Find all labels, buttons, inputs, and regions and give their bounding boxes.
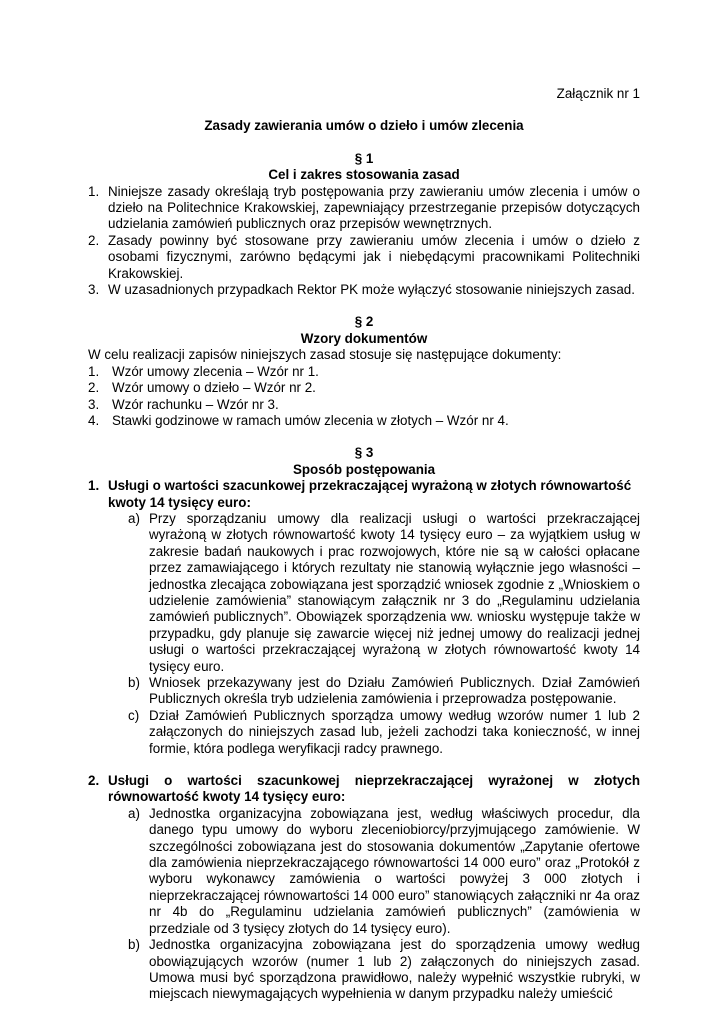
point-1-title: Usługi o wartości szacunkowej przekraczającej wyrażoną w złotych równowartość kwoty 14 tysięcy euro: <box>108 478 632 510</box>
section-2-heading: Wzory dokumentów <box>300 330 428 346</box>
list-item: 1. Niniejsze zasady określają tryb postępowania przy zawieraniu umów zlecenia i umów o dzieło na Politechnice Krakowskiej, zapewniający przestrzeganie przepisów dotyczących udzielania zamówień publicznych oraz przepisów wewnętrznych. <box>88 183 640 232</box>
list-item: c) Dział Zamówień Publicznych sporządza umowy według wzorów numer 1 lub 2 załączonych do niniejszych zasad lub, jeżeli zachodzi taka konieczność, w innej formie, która podlega weryfikacji radcy prawnego. <box>128 707 640 756</box>
section-2-list <box>88 364 640 430</box>
list-item: a) Jednostka organizacyjna zobowiązana jest, według właściwych procedur, dla danego typu umowy do wyboru zleceniobiorcy/przyjmującego zamówienie. W szczególności zobowiązana jest do stosowania dokumentów „Zapytanie ofertowe dla zamówienia nieprzekraczającego równowartości 14 000 euro” oraz „Protokół z wyboru wykonawcy zamówienia o wartości powyżej 3 000 złotych i nieprzekraczającej równowartości 14 000 euro” stanowiących załączniki nr 4a oraz nr 4b do „Regulaminu udzielania zamówień publicznych” (zamówienia w przedziale od 3 tysięcy złotych do 14 tysięcy euro). <box>128 805 640 936</box>
section-3-heading: Sposób postępowania <box>292 461 436 477</box>
section-3-sign: § 3 <box>354 445 374 461</box>
list-item: 3. Wzór rachunku – Wzór nr 3. <box>88 396 279 412</box>
document-title: Zasady zawierania umów o dzieło i umów zlecenia <box>204 118 524 134</box>
document-page <box>88 86 640 1003</box>
list-item: b) Jednostka organizacyjna zobowiązana jest do sporządzenia umowy według obowiązujących wzorów (numer 1 lub 2) załączonych do niniejszych zasad. Umowa musi być sporządzona prawidłowo, należy wypełnić wszystkie rubryki, w miejscach niewymagających wypełnienia w danym przypadku należy umieścić <box>128 937 640 1002</box>
section-2-sign: § 2 <box>354 314 374 330</box>
point-2-sublist <box>108 806 640 1003</box>
section-2-intro: W celu realizacji zapisów niniejszych zasad stosuje się następujące dokumenty: <box>88 347 562 363</box>
list-item: b) Wniosek przekazywany jest do Działu Zamówień Publicznych. Dział Zamówień Publicznych określa tryb udzielenia zamówienia i przeprowadza postępowanie. <box>128 675 640 707</box>
section-3-list <box>88 478 640 757</box>
list-item: 4. Stawki godzinowe w ramach umów zlecenia w złotych – Wzór nr 4. <box>88 412 509 428</box>
point-2-title: Usługi o wartości szacunkowej nieprzekraczającej wyrażonej w złotych równowartość kwoty 14 tysięcy euro: <box>108 773 640 805</box>
section-1-list <box>88 184 640 299</box>
section-1-heading: Cel i zakres stosowania zasad <box>268 167 460 183</box>
list-item: a) Przy sporządzaniu umowy dla realizacji usługi o wartości przekraczającej wyrażoną w złotych równowartość kwoty 14 tysięcy euro – za wyjątkiem usług w zakresie badań naukowych i prac rozwojowych, które nie są w całości opłacane przez zamawiającego i których rezultaty nie stanowią wyłącznie jego własności – jednostka zlecająca zobowiązana jest sporządzić wniosek zgodnie z „Wnioskiem o udzielenie zamówienia” stanowiącym załącznik nr 3 do „Regulaminu udzielania zamówień publicznych”. Obowiązek sporządzenia ww. wniosku występuje także w przypadku, gdy planuje się zawarcie więcej niż jednej umowy do realizacji jednej usługi o wartości przekraczającej wyrażoną w złotych równowartość kwoty 14 tysięcy euro. <box>128 510 640 674</box>
list-item: 3. W uzasadnionych przypadkach Rektor PK może wyłączyć stosowanie niniejszych zasad. <box>88 282 635 298</box>
point-1-sublist <box>108 511 640 757</box>
section-1-sign: § 1 <box>354 150 374 166</box>
list-item: 2. Wzór umowy o dzieło – Wzór nr 2. <box>88 380 316 396</box>
list-item: 2. Zasady powinny być stosowane przy zawieraniu umów zlecenia i umów o dzieło z osobami fizycznymi, zarówno będącymi jak i niebędącymi pracownikami Politechniki Krakowskiej. <box>88 232 640 281</box>
section-3-list-continued <box>88 773 640 1003</box>
list-item: 2. Usługi o wartości szacunkowej nieprzekraczającej wyrażonej w złotych równowartość kwoty 14 tysięcy euro: a) Jednostka organizacyjna zobowiązana jest, według właściwych procedur, dla danego typu umowy do wyboru zleceniobiorcy/przyjmującego zamówienie. W szczególności zobowiązana jest do stosowania dokumentów „Zapytanie ofertowe dla zamówienia nieprzekraczającego równowartości 14 000 euro” oraz „Protokół z wyboru wykonawcy zamówienia o wartości powyżej 3 000 złotych i nieprzekraczającej równowartości 14 000 euro” stanowiących załączniki nr 4a oraz nr 4b do „Regulaminu udzielania zamówień publicznych” (zamówienia w przedziale od 3 tysięcy złotych do 14 tysięcy euro). b) Jednostka organizacyjna zobowiązana jest do sporządzenia umowy według obowiązujących wzorów (numer 1 lub 2) załączonych do niniejszych zasad. Umowa musi być sporządzona prawidłowo, należy wypełnić wszystkie rubryki, w miejscach niewymagających wypełnienia w danym przypadku należy umieścić <box>88 773 640 1002</box>
annex-label: Załącznik nr 1 <box>556 86 640 101</box>
list-item: 1. Usługi o wartości szacunkowej przekraczającej wyrażoną w złotych równowartość kwoty 14 tysięcy euro: a) Przy sporządzaniu umowy dla realizacji usługi o wartości przekraczającej wyrażoną w złotych równowartość kwoty 14 tysięcy euro – za wyjątkiem usług w zakresie badań naukowych i prac rozwojowych, które nie są w całości opłacane przez zamawiającego i których rezultaty nie stanowią wyłącznie jego własności – jednostka zlecająca zobowiązana jest sporządzić wniosek zgodnie z „Wnioskiem o udzielenie zamówienia” stanowiącym załącznik nr 3 do „Regulaminu udzielania zamówień publicznych”. Obowiązek sporządzenia ww. wniosku występuje także w przypadku, gdy planuje się zawarcie więcej niż jednej umowy do realizacji jednej usługi o wartości przekraczającej wyrażoną w złotych równowartość kwoty 14 tysięcy euro. b) Wniosek przekazywany jest do Działu Zamówień Publicznych. Dział Zamówień Publicznych określa tryb udzielenia zamówienia i przeprowadza postępowanie. c) Dział Zamówień Publicznych sporządza umowy według wzorów numer 1 lub 2 załączonych do niniejszych zasad lub, jeżeli zachodzi taka konieczność, w innej formie, która podlega weryfikacji radcy prawnego. <box>88 478 640 756</box>
list-item: 1. Wzór umowy zlecenia – Wzór nr 1. <box>88 363 319 379</box>
